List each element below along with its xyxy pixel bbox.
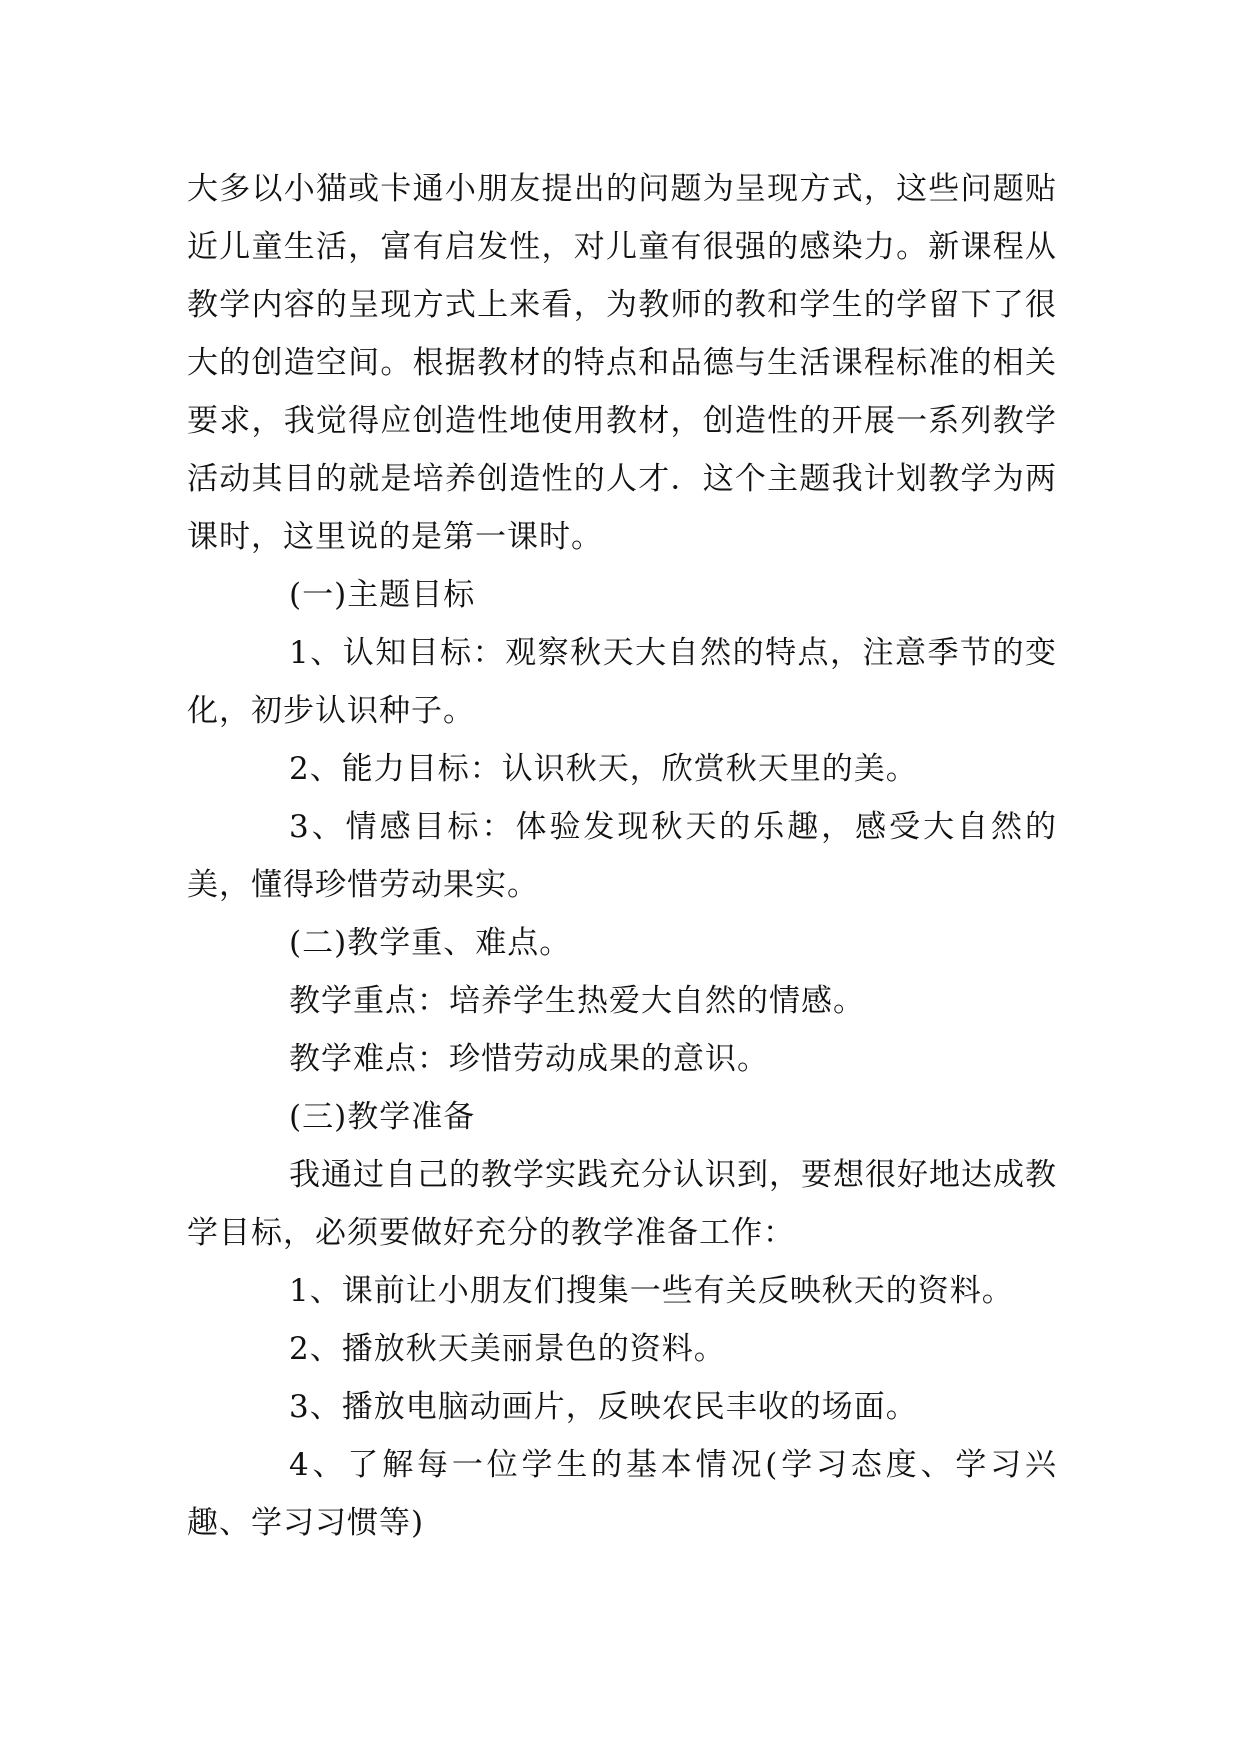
heading-key-difficult-points: (二)教学重、难点。: [289, 925, 572, 961]
paragraph-difficult-point: 教学难点：珍惜劳动成果的意识。: [289, 1041, 769, 1077]
list-item-prep-2: 2、播放秋天美丽景色的资料。: [289, 1331, 726, 1367]
paragraph-emotional-goal: 3、情感目标：体验发现秋天的乐趣，感受大自然的美，懂得珍惜劳动果实。: [187, 809, 1057, 903]
paragraph-cognitive-goal: 1、认知目标：观察秋天大自然的特点，注意季节的变化，初步认识种子。: [187, 635, 1057, 729]
document-body: [187, 160, 1057, 1552]
paragraph-preparation-intro: 我通过自己的教学实践充分认识到，要想很好地达成教学目标，必须要做好充分的教学准备工作：: [187, 1157, 1057, 1251]
list-item-prep-1: 1、课前让小朋友们搜集一些有关反映秋天的资料。: [289, 1273, 1014, 1309]
paragraph-intro: 大多以小猫或卡通小朋友提出的问题为呈现方式，这些问题贴近儿童生活，富有启发性，对儿童有很强的感染力。新课程从教学内容的呈现方式上来看，为教师的教和学生的学留下了很大的创造空间。根据教材的特点和品德与生活课程标准的相关要求，我觉得应创造性地使用教材，创造性的开展一系列教学活动其目的就是培养创造性的人才．这个主题我计划教学为两课时，这里说的是第一课时。: [187, 171, 1057, 555]
paragraph-ability-goal: 2、能力目标：认识秋天，欣赏秋天里的美。: [289, 751, 918, 787]
list-item-prep-3: 3、播放电脑动画片，反映农民丰收的场面。: [289, 1389, 918, 1425]
list-item-prep-4: 4、了解每一位学生的基本情况(学习态度、学习兴趣、学习习惯等): [187, 1447, 1057, 1541]
heading-theme-goals: (一)主题目标: [289, 577, 476, 613]
paragraph-key-point: 教学重点：培养学生热爱大自然的情感。: [289, 983, 865, 1019]
heading-teaching-preparation: (三)教学准备: [289, 1099, 476, 1135]
